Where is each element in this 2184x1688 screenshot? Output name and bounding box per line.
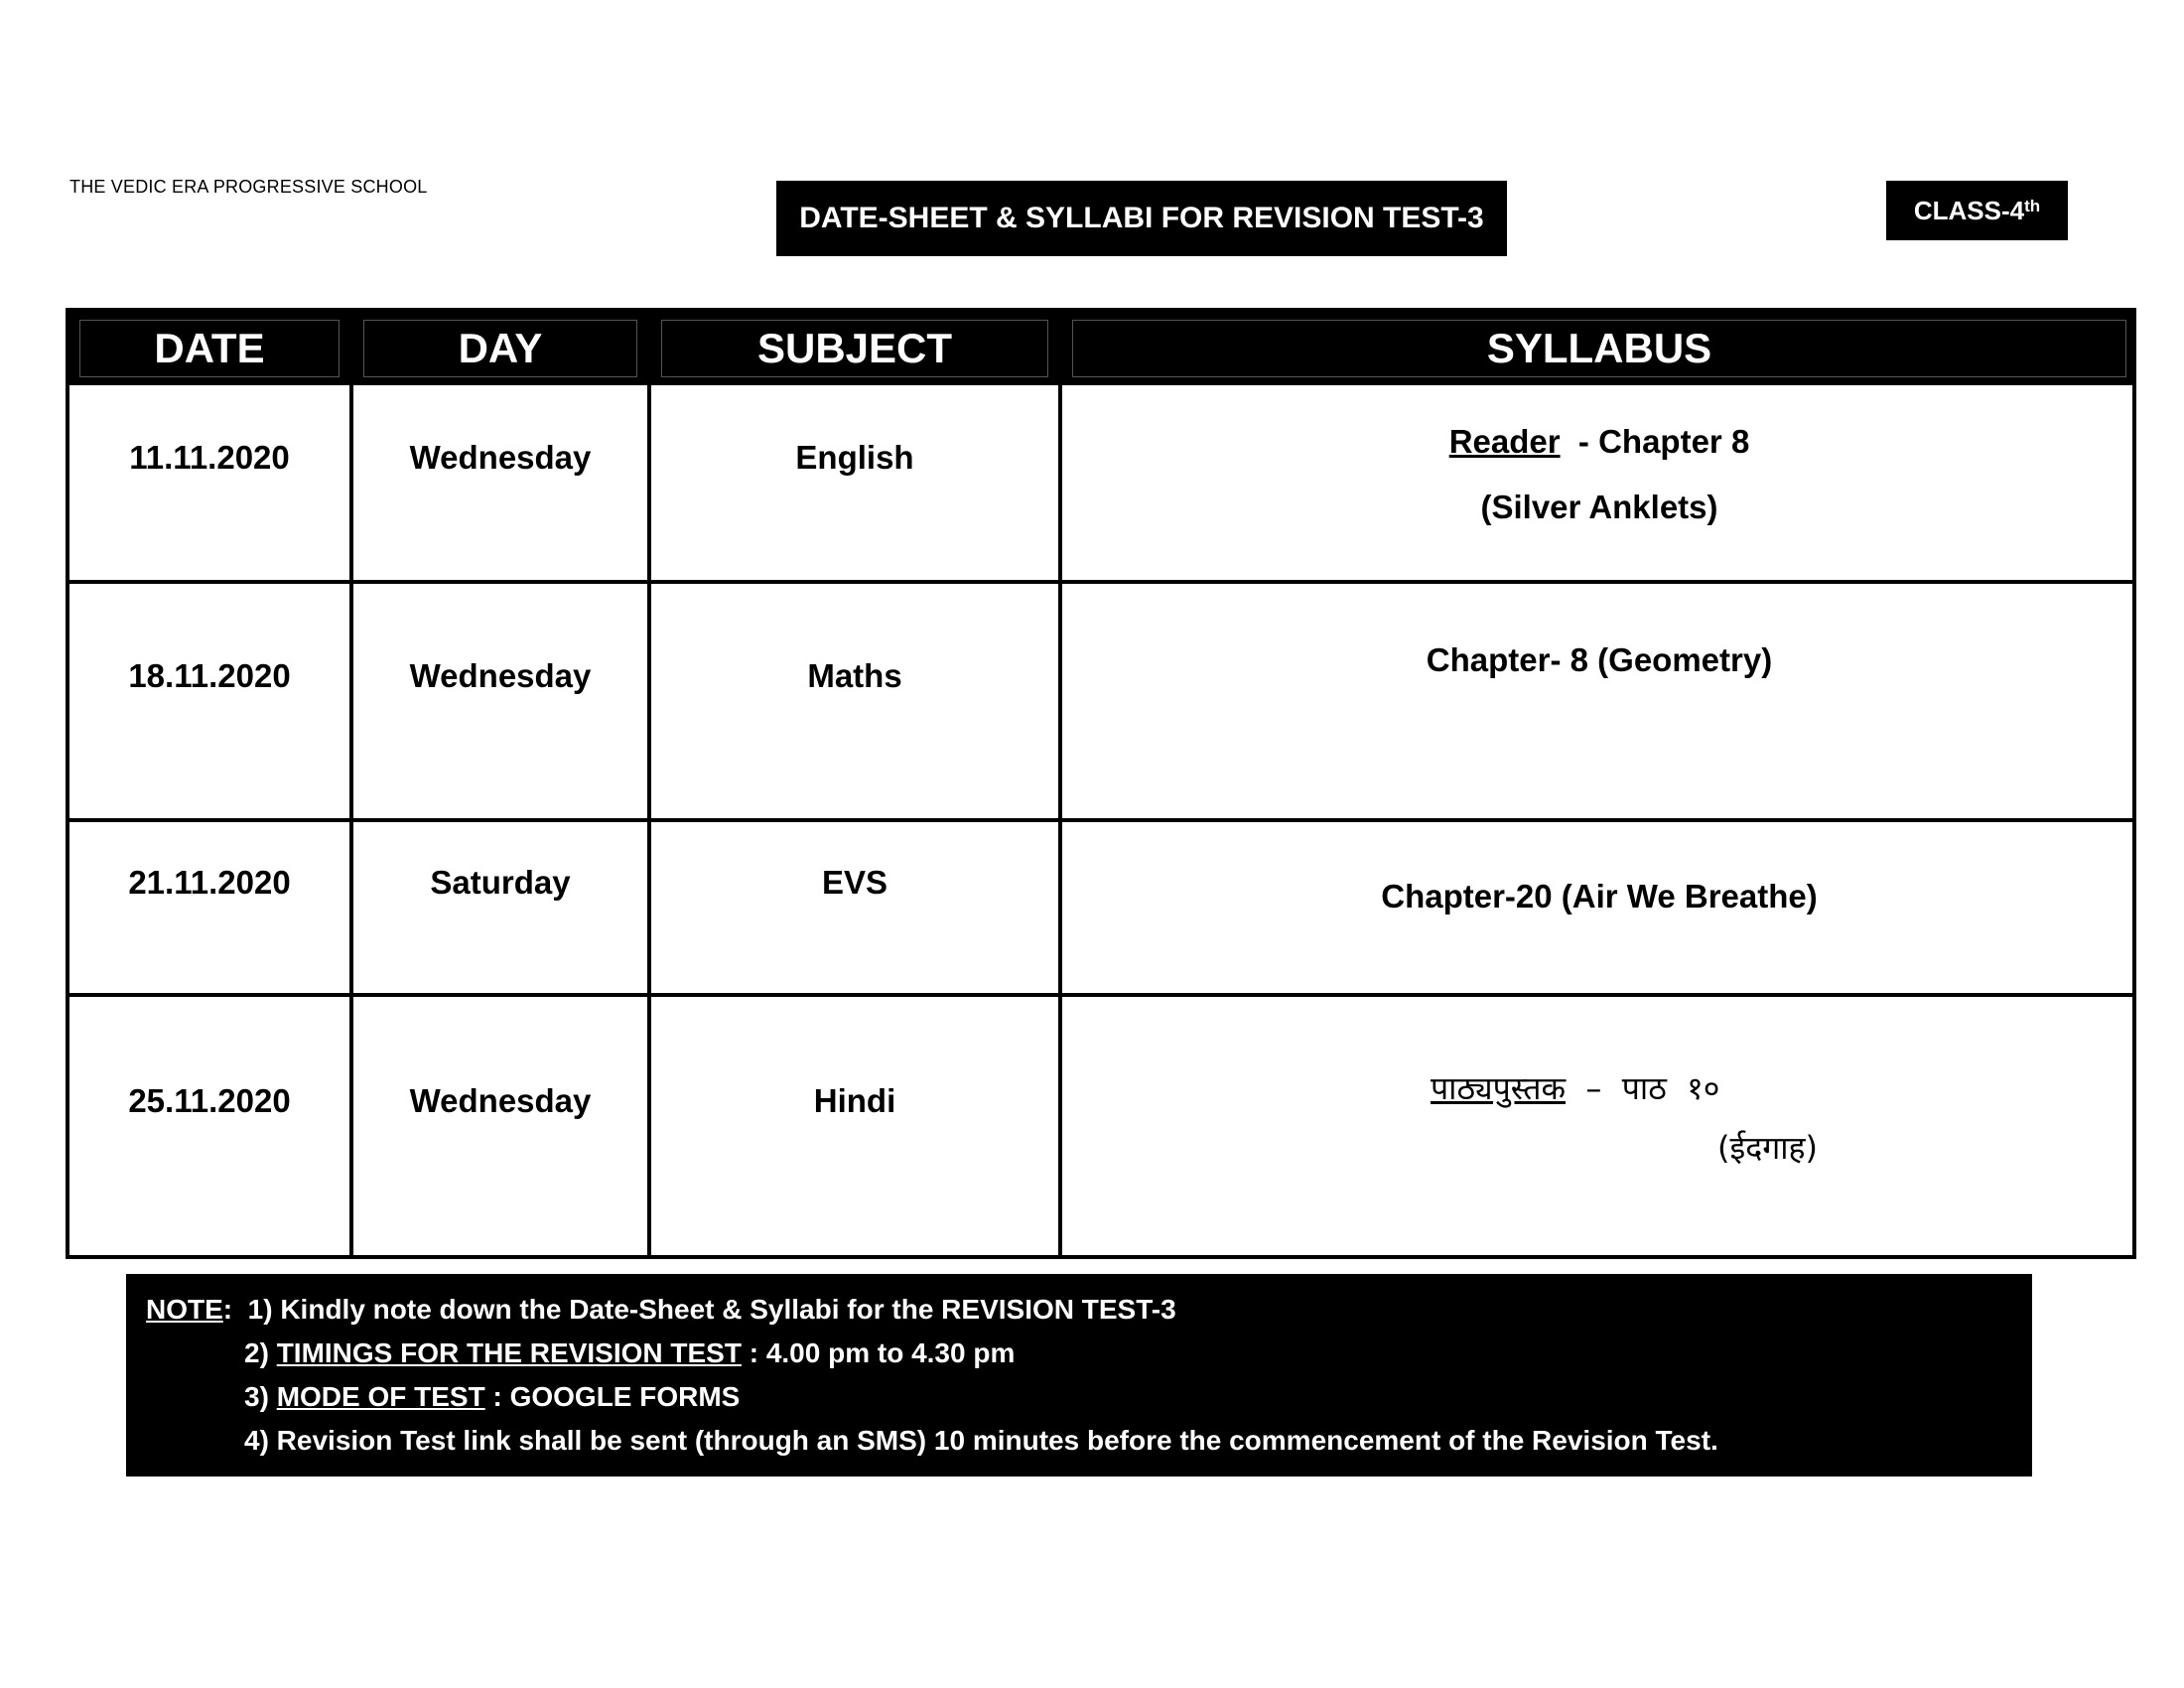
column-header-day: DAY bbox=[353, 312, 647, 385]
school-name: THE VEDIC ERA PROGRESSIVE SCHOOL bbox=[69, 177, 428, 197]
subject-cell: English bbox=[795, 439, 914, 476]
syllabus-chapter: – पाठ १० bbox=[1566, 1069, 1720, 1107]
syllabus-chapter-title: (Silver Anklets) bbox=[1480, 489, 1718, 525]
note-box bbox=[126, 1274, 2032, 1477]
date-cell: 21.11.2020 bbox=[128, 864, 291, 901]
date-cell: 18.11.2020 bbox=[128, 657, 291, 694]
date-sheet-table bbox=[66, 308, 2136, 1259]
row-divider bbox=[69, 993, 2132, 997]
syllabus-chapter: - Chapter 8 bbox=[1560, 423, 1750, 460]
row-divider bbox=[69, 818, 2132, 822]
syllabus-chapter-title: (ईदगाह) bbox=[1717, 1129, 1818, 1167]
day-cell: Saturday bbox=[430, 864, 571, 901]
column-header-subject: SUBJECT bbox=[651, 312, 1058, 385]
note-item-1: NOTE: 1) Kindly note down the Date-Sheet & Syllabi for the REVISION TEST-3 bbox=[146, 1294, 1176, 1325]
subject-cell: Hindi bbox=[813, 1082, 896, 1119]
class-badge bbox=[1886, 181, 2068, 240]
title-text: DATE-SHEET & SYLLABI FOR REVISION TEST-3 bbox=[799, 202, 1484, 234]
note-item-4: 4) Revision Test link shall be sent (through an SMS) 10 minutes before the commencement of the Revision Test. bbox=[244, 1425, 1718, 1456]
day-cell: Wednesday bbox=[409, 1082, 592, 1119]
syllabus-cell: Chapter- 8 (Geometry) bbox=[1426, 641, 1773, 678]
note-label: NOTE bbox=[146, 1294, 223, 1325]
note-item-3: 3) MODE OF TEST : GOOGLE FORMS bbox=[244, 1381, 741, 1412]
subject-cell: EVS bbox=[821, 864, 888, 901]
date-cell: 25.11.2020 bbox=[128, 1082, 291, 1119]
class-suffix: th bbox=[2024, 197, 2041, 215]
syllabus-book: Reader bbox=[1448, 423, 1561, 460]
date-cell: 11.11.2020 bbox=[129, 439, 290, 476]
syllabus-cell: Chapter-20 (Air We Breathe) bbox=[1381, 878, 1818, 914]
syllabus-cell bbox=[1062, 1066, 2136, 1169]
note-item-2: 2) TIMINGS FOR THE REVISION TEST : 4.00 pm to 4.30 pm bbox=[244, 1337, 1016, 1368]
day-cell: Wednesday bbox=[409, 657, 592, 694]
class-label: CLASS-4 bbox=[1913, 195, 2025, 225]
table-header-row bbox=[69, 312, 2132, 385]
syllabus-cell bbox=[1062, 423, 2136, 526]
row-divider bbox=[69, 580, 2132, 584]
document-title bbox=[776, 181, 1507, 256]
column-header-date: DATE bbox=[69, 312, 349, 385]
syllabus-book: पाठ्यपुस्तक bbox=[1431, 1069, 1567, 1107]
subject-cell: Maths bbox=[807, 657, 902, 694]
column-header-syllabus: SYLLABUS bbox=[1062, 312, 2136, 385]
day-cell: Wednesday bbox=[409, 439, 592, 476]
